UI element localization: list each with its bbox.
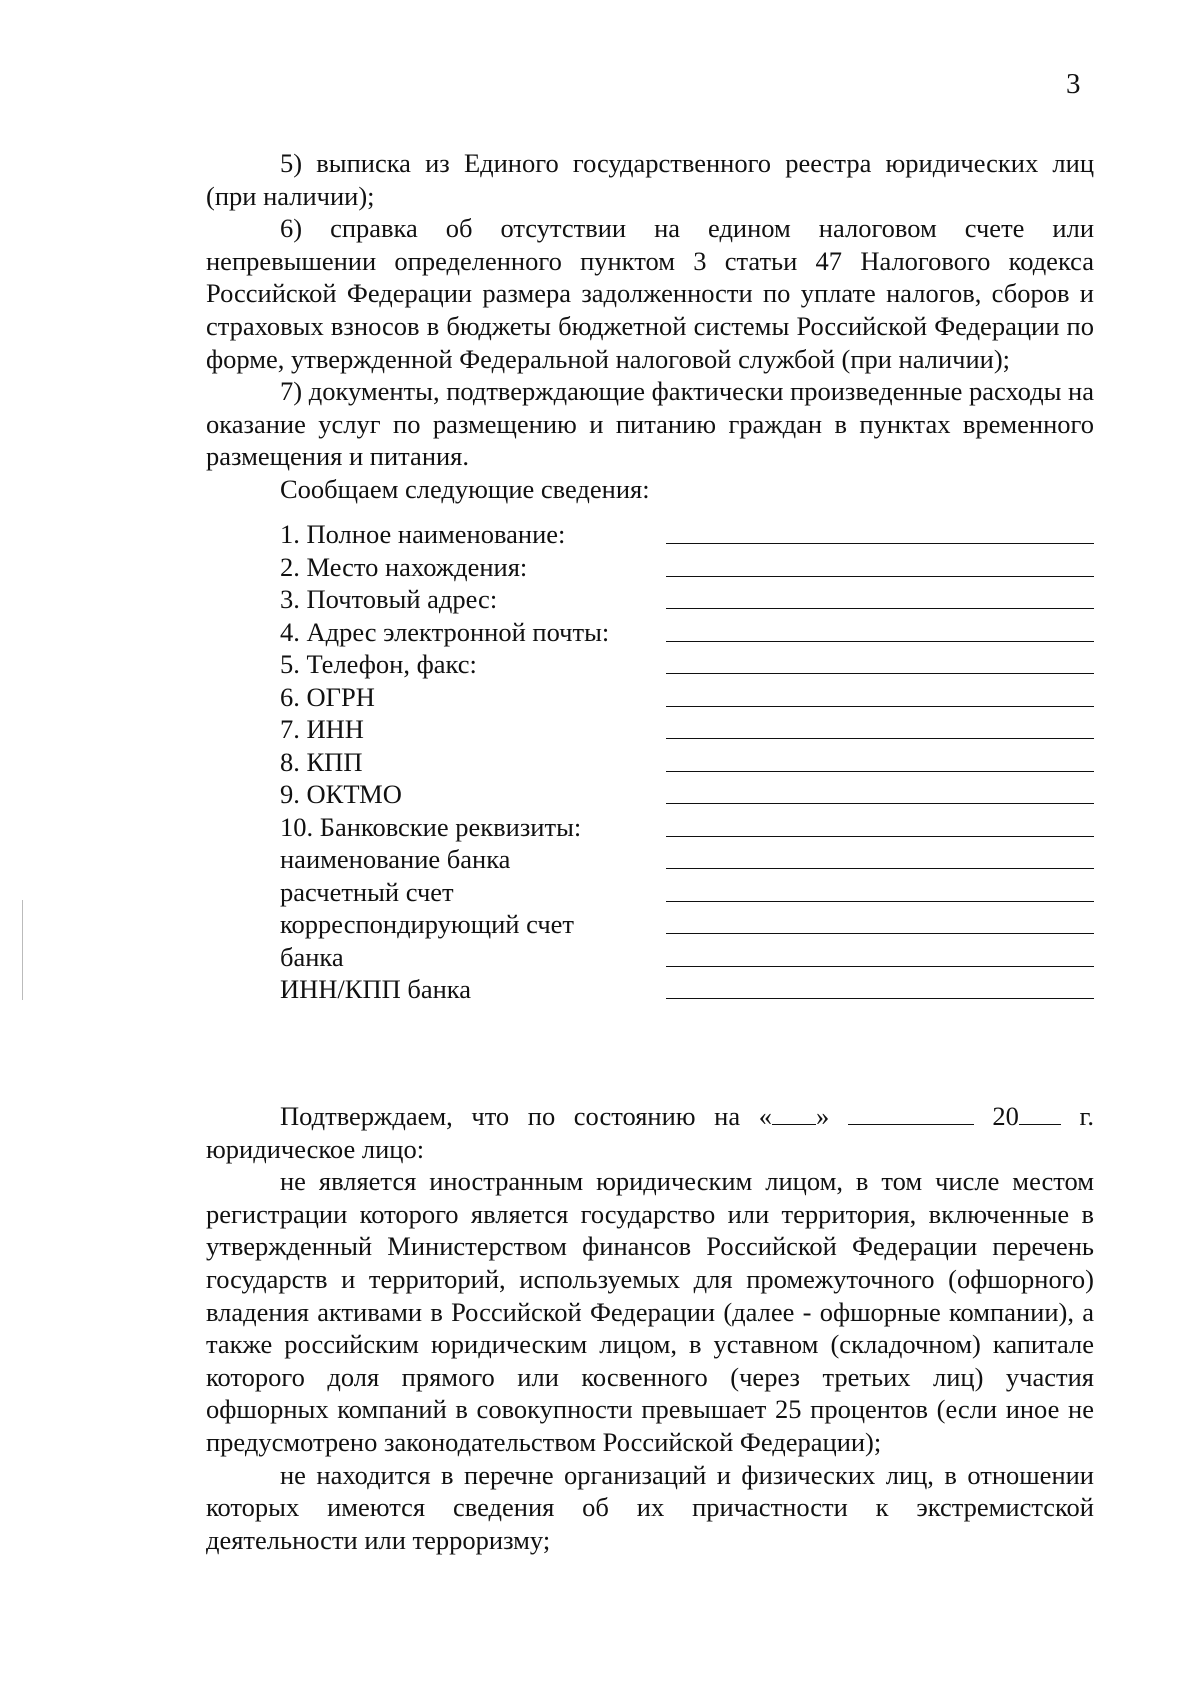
- field-label: наименование банка: [280, 844, 511, 874]
- confirm-prefix: Подтверждаем, что по состоянию на «: [280, 1101, 772, 1131]
- field-label: 1. Полное наименование:: [280, 519, 566, 549]
- field-label: 3. Почтовый адрес:: [280, 584, 498, 614]
- statement-not-offshore: не является иностранным юридическим лицом, в том числе местом регистрации которого является государство или территория, включенные в утвержденный Министерством финансов Российской Федерации перечень государств и территорий, используемых для промежуточного (офшорного) владения активами в Российской Федерации (далее - офшорные компании), а также российским юридическим лицом, в уставном (складочном) капитале которого доля прямого или косвенного (через третьих лиц) участия офшорных компаний в совокупности превышает 25 процентов (если иное не предусмотрено законодательством Российской Федерации);: [206, 1166, 1094, 1457]
- info-heading: Сообщаем следующие сведения:: [280, 473, 650, 504]
- list-item-5: 5) выписка из Единого государственного реестра юридических лиц (при наличии);: [206, 148, 1094, 211]
- field-label: банка: [280, 941, 344, 972]
- field-row-inn: [206, 713, 1094, 746]
- field-blank-line[interactable]: [666, 771, 1094, 772]
- field-row-email: [206, 616, 1094, 649]
- field-label: корреспондирующий счет: [280, 909, 574, 939]
- field-label: 4. Адрес электронной почты:: [280, 616, 610, 647]
- confirmation-section: [206, 1100, 1094, 1556]
- field-row-settlement-account: [206, 876, 1094, 909]
- field-blank-line[interactable]: [666, 836, 1094, 837]
- field-label: 2. Место нахождения:: [280, 551, 528, 582]
- field-row-phone-fax: [206, 648, 1094, 681]
- field-row-kpp: [206, 746, 1094, 779]
- date-year-blank[interactable]: [1019, 1123, 1061, 1125]
- field-blank-line[interactable]: [666, 998, 1094, 999]
- field-label: расчетный счет: [280, 876, 454, 907]
- field-blank-line[interactable]: [666, 966, 1094, 967]
- field-blank-line[interactable]: [666, 738, 1094, 739]
- info-form: [206, 518, 1094, 1006]
- field-row-oktmo: [206, 778, 1094, 811]
- document-body: [206, 147, 1094, 506]
- field-row-bank-inn-kpp: [206, 973, 1094, 1006]
- field-row-bank-details: [206, 811, 1094, 844]
- confirm-close-quote: »: [815, 1101, 830, 1131]
- field-label: 6. ОГРН: [280, 681, 375, 712]
- field-blank-line[interactable]: [666, 608, 1094, 609]
- field-row-postal-address: [206, 583, 1094, 616]
- statement-not-extremist: не находится в перечне организаций и физических лиц, в отношении которых имеются сведения об их причастности к экстремистской деятельности или терроризму;: [206, 1459, 1094, 1555]
- date-day-blank[interactable]: [772, 1123, 816, 1125]
- field-blank-line[interactable]: [666, 706, 1094, 707]
- field-label: 5. Телефон, факс:: [280, 649, 477, 679]
- confirm-date-line: [206, 1100, 1094, 1133]
- field-row-bank-name: [206, 843, 1094, 876]
- list-item-7: 7) документы, подтверждающие фактически произведенные расходы на оказание услуг по размещению и питанию граждан в пунктах временного размещения и питания.: [206, 376, 1094, 472]
- field-label: ИНН/КПП банка: [280, 974, 472, 1004]
- field-label: 9. ОКТМО: [280, 779, 402, 809]
- field-blank-line[interactable]: [666, 673, 1094, 674]
- confirm-continuation: юридическое лицо:: [206, 1133, 425, 1164]
- field-row-bank: [206, 941, 1094, 974]
- field-row-location: [206, 551, 1094, 584]
- field-blank-line[interactable]: [666, 868, 1094, 869]
- field-blank-line[interactable]: [666, 933, 1094, 934]
- field-label: 7. ИНН: [280, 714, 364, 744]
- field-label: 8. КПП: [280, 746, 363, 777]
- field-label: 10. Банковские реквизиты:: [280, 811, 582, 842]
- field-blank-line[interactable]: [666, 576, 1094, 577]
- date-month-blank[interactable]: [848, 1123, 974, 1125]
- page-number: 3: [1066, 68, 1081, 100]
- field-blank-line[interactable]: [666, 543, 1094, 544]
- field-blank-line[interactable]: [666, 641, 1094, 642]
- field-row-ogrn: [206, 681, 1094, 714]
- confirm-year-prefix: 20: [992, 1101, 1019, 1131]
- field-row-correspondent-account: [206, 908, 1094, 941]
- field-blank-line[interactable]: [666, 901, 1094, 902]
- field-blank-line[interactable]: [666, 803, 1094, 804]
- field-row-full-name: [206, 518, 1094, 551]
- scan-edge-mark: [22, 900, 23, 1000]
- confirm-year-suffix: г.: [1079, 1101, 1095, 1131]
- list-item-6: 6) справка об отсутствии на едином налоговом счете или непревышении определенного пунктом 3 статьи 47 Налогового кодекса Российской Федерации размера задолженности по уплате налогов, сборов и страховых взносов в бюджеты бюджетной системы Российской Федерации по форме, утвержденной Федеральной налоговой службой (при наличии);: [206, 213, 1094, 374]
